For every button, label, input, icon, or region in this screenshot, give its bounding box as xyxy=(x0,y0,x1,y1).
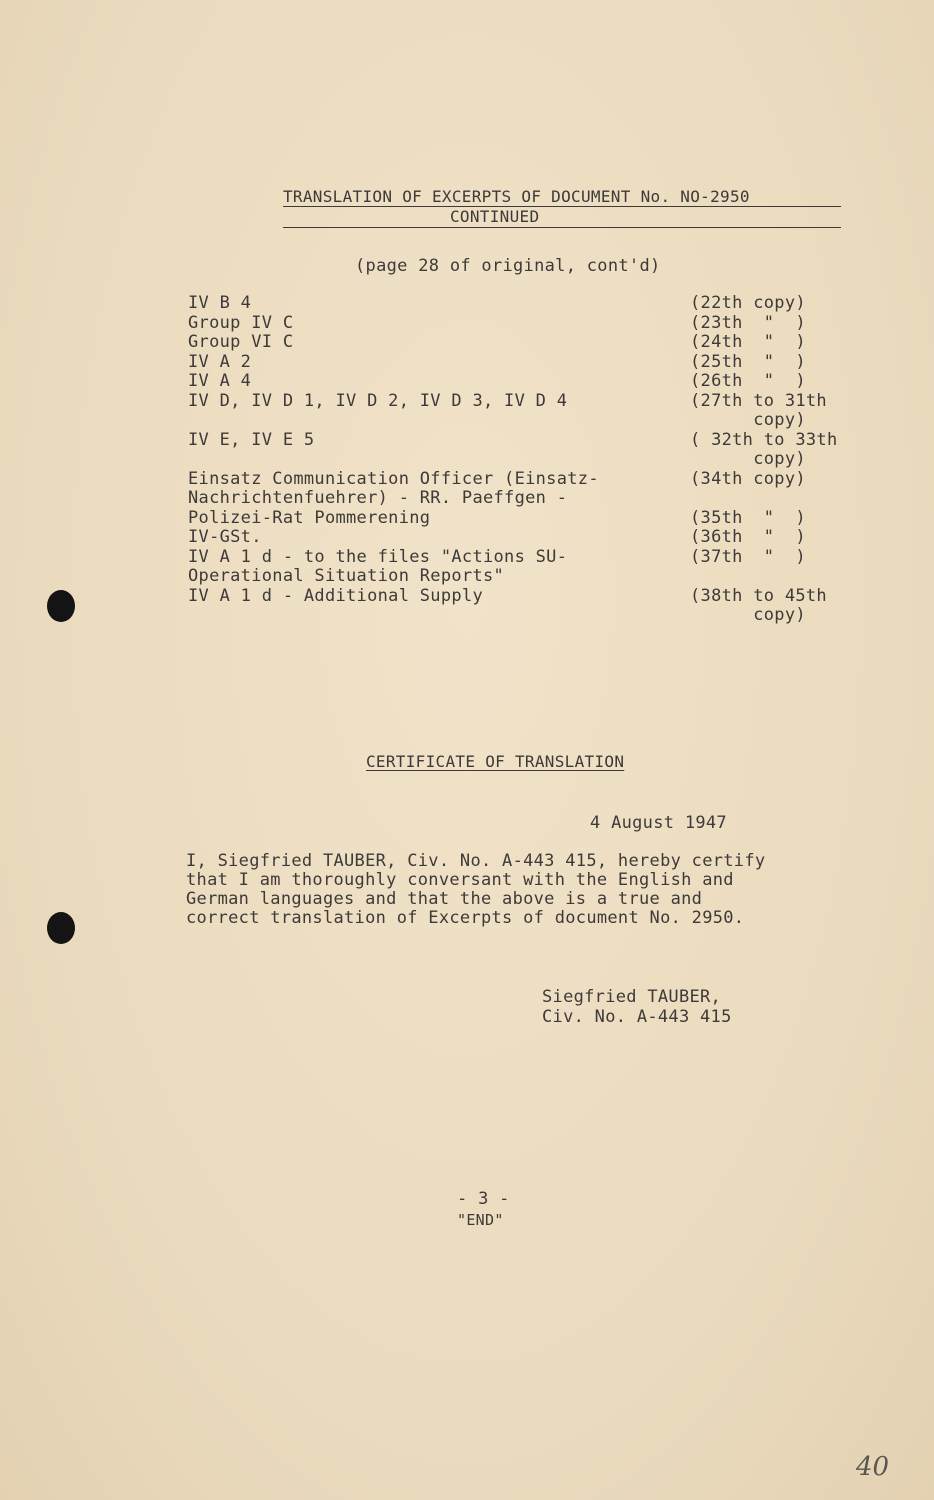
distribution-copy: (35th " ) xyxy=(690,507,806,528)
title-underline xyxy=(283,206,841,207)
certificate-line: correct translation of Excerpts of document No. 2950. xyxy=(186,908,745,928)
distribution-copy: (23th " ) xyxy=(690,312,806,333)
distribution-recipient: IV B 4 xyxy=(188,293,252,313)
distribution-copy: (34th copy) xyxy=(690,468,806,489)
distribution-copy: (22th copy) xyxy=(690,293,806,313)
page-note: (page 28 of original, cont'd) xyxy=(355,256,661,276)
signature-civ-number: Civ. No. A-443 415 xyxy=(542,1007,732,1027)
distribution-recipient: IV A 1 d - Additional Supply xyxy=(188,585,483,606)
signature-name: Siegfried TAUBER, xyxy=(542,987,722,1007)
certificate-title: CERTIFICATE OF TRANSLATION xyxy=(366,752,625,771)
distribution-recipient: Group IV C xyxy=(188,312,294,333)
certificate-line: I, Siegfried TAUBER, Civ. No. A-443 415, hereby certify xyxy=(186,851,766,871)
punch-hole xyxy=(47,590,75,622)
distribution-copy: (25th " ) xyxy=(690,351,806,372)
distribution-recipient: Group VI C xyxy=(188,332,294,352)
distribution-recipient: IV D, IV D 1, IV D 2, IV D 3, IV D 4 xyxy=(188,390,568,411)
distribution-copy: ( 32th to 33th xyxy=(690,429,838,450)
distribution-copy: (27th to 31th xyxy=(690,390,827,411)
document-subtitle: CONTINUED xyxy=(450,207,540,226)
distribution-recipient: Polizei-Rat Pommerening xyxy=(188,507,431,528)
distribution-recipient: IV A 2 xyxy=(188,351,252,372)
punch-hole xyxy=(47,912,75,944)
handwritten-page-number: 40 xyxy=(856,1452,890,1482)
certificate-date: 4 August 1947 xyxy=(590,813,727,833)
distribution-copy: copy) xyxy=(690,605,806,625)
distribution-copy: (36th " ) xyxy=(690,527,806,547)
page-number: - 3 - xyxy=(457,1189,510,1209)
distribution-copy: (24th " ) xyxy=(690,332,806,352)
distribution-recipient: IV-GSt. xyxy=(188,527,262,547)
distribution-recipient: IV A 1 d - to the files "Actions SU- xyxy=(188,546,568,567)
document-title: TRANSLATION OF EXCERPTS OF DOCUMENT No. NO-2950 xyxy=(283,187,750,206)
distribution-recipient: IV E, IV E 5 xyxy=(188,429,315,450)
certificate-line: that I am thoroughly conversant with the English and xyxy=(186,870,734,890)
distribution-recipient: Operational Situation Reports" xyxy=(188,566,505,586)
subtitle-underline xyxy=(283,227,841,228)
distribution-copy: (26th " ) xyxy=(690,371,806,391)
certificate-line: German languages and that the above is a true and xyxy=(186,889,703,909)
distribution-copy: copy) xyxy=(690,410,806,430)
distribution-copy: copy) xyxy=(690,449,806,469)
distribution-copy: (37th " ) xyxy=(690,546,806,567)
end-mark: "END" xyxy=(457,1211,504,1229)
distribution-recipient: IV A 4 xyxy=(188,371,252,391)
distribution-copy: (38th to 45th xyxy=(690,585,827,606)
distribution-recipient: Einsatz Communication Officer (Einsatz- xyxy=(188,468,599,489)
distribution-recipient: Nachrichtenfuehrer) - RR. Paeffgen - xyxy=(188,488,568,508)
